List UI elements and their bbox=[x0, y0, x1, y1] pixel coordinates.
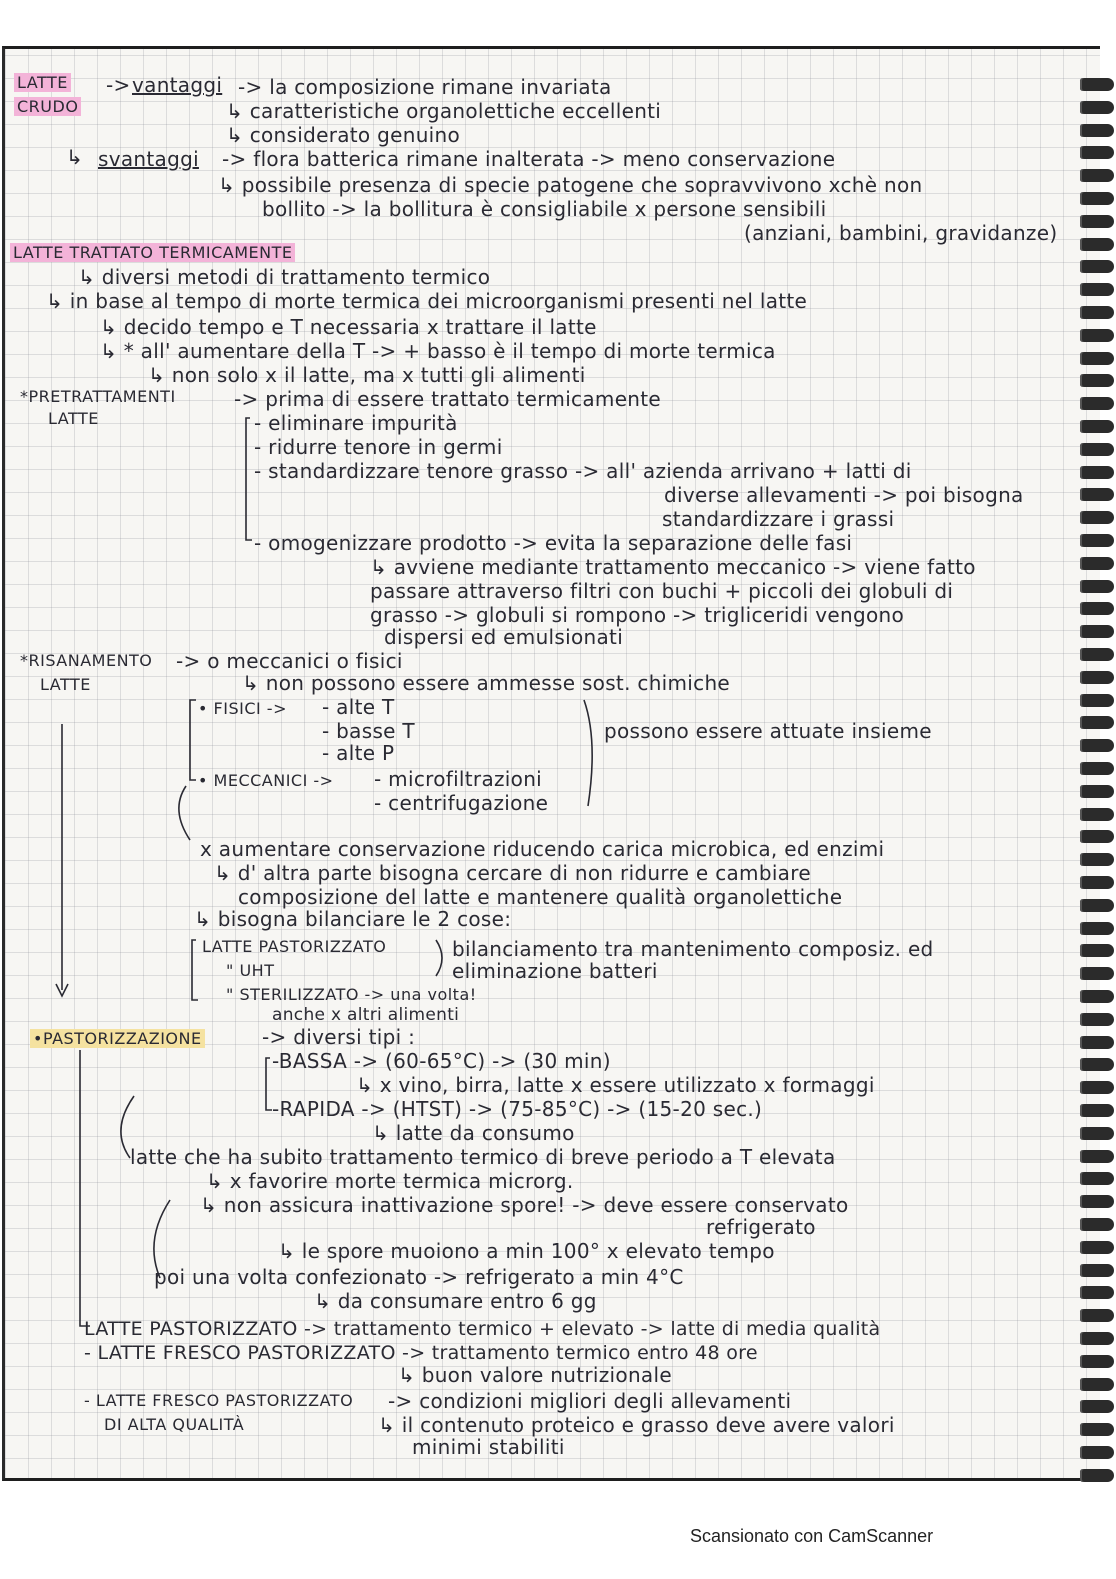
arrow-vantaggi: -> bbox=[106, 73, 131, 97]
text-meccanici-2: - centrifugazione bbox=[374, 791, 549, 815]
bracket-tipi-latte bbox=[192, 940, 198, 1000]
text-poi: poi una volta confezionato -> refrigerato a min 4°C bbox=[154, 1265, 684, 1289]
text-risanamento-intro: -> o meccanici o fisici bbox=[176, 649, 403, 673]
text-bilancia: ↳ bisogna bilanciare le 2 cose: bbox=[194, 907, 512, 931]
text-laq-b: ↳ il contenuto proteico e grasso deve avere valori bbox=[378, 1413, 895, 1437]
text-trattato-2: ↳ in base al tempo di morte termica dei microorganismi presenti nel latte bbox=[46, 289, 808, 313]
scanner-watermark: Scansionato con CamScanner bbox=[690, 1526, 934, 1546]
text-tipi: -> diversi tipi : bbox=[262, 1025, 416, 1049]
text-vantaggi-3: ↳ considerato genuino bbox=[226, 123, 461, 147]
text-lfp-b: ↳ buon valore nutrizionale bbox=[398, 1363, 672, 1387]
text-laq-c: minimi stabiliti bbox=[412, 1435, 565, 1459]
label-pretrattamenti-1: *PRETRATTAMENTI bbox=[20, 387, 176, 406]
text-svantaggi-4: (anziani, bambini, gravidanze) bbox=[744, 221, 1058, 245]
label-vantaggi: vantaggi bbox=[132, 73, 223, 97]
text-fisici-3: - alte P bbox=[322, 741, 395, 765]
text-rapida: -RAPIDA -> (HTST) -> (75-85°C) -> (15-20 sec.) bbox=[272, 1097, 763, 1121]
heading-latte-crudo-2: CRUDO bbox=[14, 96, 81, 118]
text-latte-fresco-pastorizzato: - LATTE FRESCO PASTORIZZATO -> trattamento termico entro 48 ore bbox=[84, 1342, 758, 1364]
text-laq-1: - LATTE FRESCO PASTORIZZATO bbox=[84, 1391, 354, 1410]
text-trattato-4: ↳ * all' aumentare della T -> + basso è il tempo di morte termica bbox=[100, 339, 776, 363]
text-pretr-2: - ridurre tenore in germi bbox=[254, 435, 503, 459]
label-risanamento-1: *RISANAMENTO bbox=[20, 651, 153, 670]
text-def-c: ↳ non assicura inattivazione spore! -> deve essere conservato bbox=[200, 1193, 849, 1217]
text-tipo-3: " STERILIZZATO -> una volta! bbox=[226, 985, 477, 1004]
curve-to-definizione bbox=[121, 1096, 134, 1158]
curve-to-poi bbox=[154, 1200, 170, 1278]
text-bassa-b: ↳ x vino, birra, latte x essere utilizzato x formaggi bbox=[356, 1073, 875, 1097]
text-altri-alimenti: anche x altri alimenti bbox=[272, 1005, 460, 1025]
text-vantaggi-2: ↳ caratteristiche organolettiche eccellenti bbox=[226, 99, 662, 123]
label-risanamento-2: LATTE bbox=[40, 675, 91, 694]
text-pretr-4: - omogenizzare prodotto -> evita la separazione delle fasi bbox=[254, 531, 853, 555]
heading-pastorizzazione: •PASTORIZZAZIONE bbox=[30, 1028, 205, 1050]
text-scopo-c: composizione del latte e mantenere qualità organolettiche bbox=[238, 885, 843, 909]
text-svantaggi-2: ↳ possibile presenza di specie patogene che sopravvivono xchè non bbox=[218, 173, 923, 197]
bracket-bassa-rapida bbox=[266, 1058, 272, 1110]
text-trattato-1: ↳ diversi metodi di trattamento termico bbox=[78, 265, 491, 289]
label-meccanici: • MECCANICI -> bbox=[198, 771, 334, 790]
label-fisici: • FISICI -> bbox=[198, 699, 287, 718]
label-pretrattamenti-2: LATTE bbox=[48, 409, 99, 428]
text-def-d: refrigerato bbox=[706, 1215, 816, 1239]
text-tipo-2: " UHT bbox=[226, 961, 275, 980]
heading-latte-crudo-1: LATTE bbox=[14, 72, 71, 94]
text-meccanici-1: - microfiltrazioni bbox=[374, 767, 543, 791]
text-pretr-3b: diverse allevamenti -> poi bisogna bbox=[664, 483, 1024, 507]
hook-arrow: ↳ bbox=[66, 145, 84, 169]
text-tipo-1: LATTE PASTORIZZATO bbox=[202, 937, 387, 956]
text-trattato-3: ↳ decido tempo e T necessaria x trattare il latte bbox=[100, 315, 597, 339]
brace-insieme bbox=[584, 700, 592, 806]
text-svantaggi-1: -> flora batterica rimane inalterata -> meno conservazione bbox=[222, 147, 836, 171]
bracket-pretrattamenti bbox=[246, 418, 252, 540]
text-vantaggi-1: -> la composizione rimane invariata bbox=[238, 75, 612, 99]
text-laq-2: DI ALTA QUALITÀ bbox=[104, 1415, 245, 1434]
text-laq-a: -> condizioni migliori degli allevamenti bbox=[388, 1389, 792, 1413]
text-def: latte che ha subito trattamento termico di breve periodo a T elevata bbox=[130, 1145, 836, 1169]
text-latte-pastorizzato: LATTE PASTORIZZATO -> trattamento termico + elevato -> latte di media qualità bbox=[84, 1318, 881, 1340]
text-risanamento-sub: ↳ non possono essere ammesse sost. chimiche bbox=[242, 671, 731, 695]
text-poi-b: ↳ da consumare entro 6 gg bbox=[314, 1289, 597, 1313]
text-pretr-4c: passare attraverso filtri con buchi + piccoli dei globuli di bbox=[370, 579, 954, 603]
heading-latte-trattato: LATTE TRATTATO TERMICAMENTE bbox=[10, 242, 295, 264]
text-trattato-5: ↳ non solo x il latte, ma x tutti gli alimenti bbox=[148, 363, 586, 387]
text-bilanciamento-2: eliminazione batteri bbox=[452, 959, 658, 983]
text-scopo: x aumentare conservazione riducendo carica microbica, ed enzimi bbox=[200, 837, 885, 861]
text-insieme: possono essere attuate insieme bbox=[604, 719, 932, 743]
text-pretr-3c: standardizzare i grassi bbox=[662, 507, 895, 531]
text-scopo-b: ↳ d' altra parte bisogna cercare di non ridurre e cambiare bbox=[214, 861, 811, 885]
text-def-b: ↳ x favorire morte termica microrg. bbox=[206, 1169, 574, 1193]
bracket-fisici-meccanici bbox=[190, 700, 196, 780]
text-pretr-4e: dispersi ed emulsionati bbox=[384, 625, 624, 649]
text-pretr-4b: ↳ avviene mediante trattamento meccanico -> viene fatto bbox=[370, 555, 976, 579]
curve-to-scopo bbox=[179, 786, 190, 840]
text-svantaggi-3: bollito -> la bollitura è consigliabile x persone sensibili bbox=[262, 197, 827, 221]
text-rapida-b: ↳ latte da consumo bbox=[372, 1121, 575, 1145]
text-fisici-2: - basse T bbox=[322, 719, 415, 743]
text-pretr-1: - eliminare impurità bbox=[254, 411, 458, 435]
text-pretr-4d: grasso -> globuli si rompono -> trigliceridi vengono bbox=[370, 603, 905, 627]
text-bilanciamento-1: bilanciamento tra mantenimento composiz. ed bbox=[452, 937, 934, 961]
text-pretrattamenti-intro: -> prima di essere trattato termicamente bbox=[234, 387, 662, 411]
text-bassa: -BASSA -> (60-65°C) -> (30 min) bbox=[272, 1049, 611, 1073]
text-def-e: ↳ le spore muoiono a min 100° x elevato tempo bbox=[278, 1239, 775, 1263]
brace-bilanciamento bbox=[436, 940, 442, 976]
label-svantaggi: svantaggi bbox=[98, 147, 199, 171]
line-pastorizzazione-down bbox=[80, 1050, 90, 1326]
text-pretr-3: - standardizzare tenore grasso -> all' azienda arrivano + latti di bbox=[254, 459, 912, 483]
text-fisici-1: - alte T bbox=[322, 695, 395, 719]
